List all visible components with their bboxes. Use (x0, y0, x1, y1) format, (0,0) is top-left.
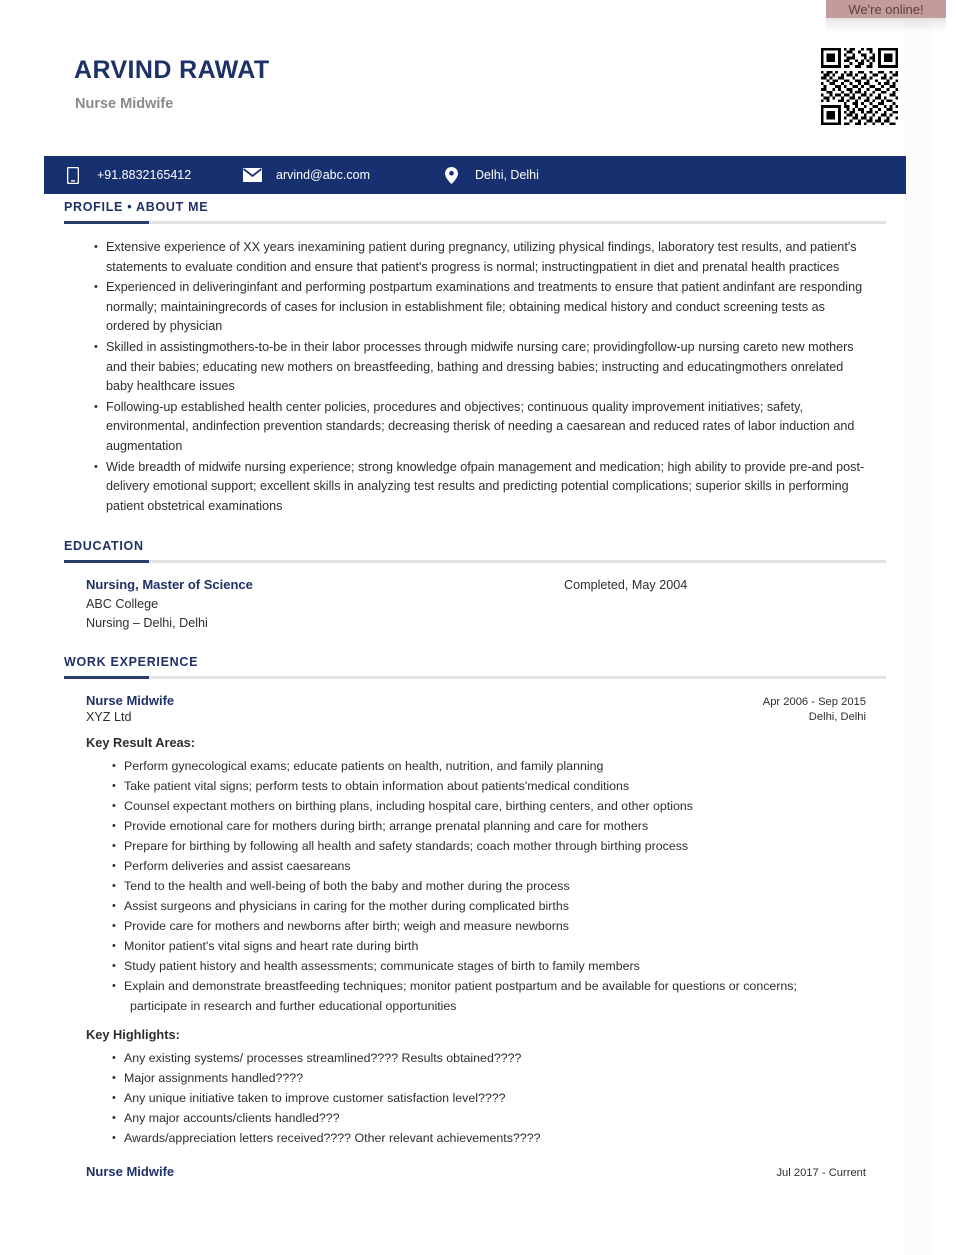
job-company: XYZ Ltd (86, 710, 132, 725)
job-meta (763, 695, 866, 725)
education-heading: EDUCATION (64, 539, 144, 554)
contact-location-text: Delhi, Delhi (475, 168, 539, 182)
list-item: • Skilled in assistingmothers-to-be in their labor processes through midwife nursing care; providingfollow-up nursing careto new mothers and their babies; educating new mothers on breastfeeding, bathing and dressing babies; instructing and educatingmothers onrelated baby healthcare issues (94, 338, 866, 397)
map-pin-icon (440, 167, 462, 184)
list-item-text: Explain and demonstrate breastfeeding techniques; monitor patient postpartum and be available for questions or concerns; (124, 979, 797, 994)
profile-rule (64, 221, 886, 224)
list-item: • Any unique initiative taken to improve customer satisfaction level???? (112, 1088, 866, 1108)
chat-widget-label: We're online! (848, 2, 924, 17)
education-entry (86, 577, 866, 633)
education-date: Completed, May 2004 (564, 578, 688, 593)
list-item: • Provide emotional care for mothers during birth; arrange prenatal planning and care for mothers (112, 816, 866, 836)
education-heading-wrap (64, 539, 866, 563)
contact-email-text: arvind@abc.com (276, 168, 370, 182)
chat-widget-shadow (826, 18, 946, 32)
key-result-areas-label: Key Result Areas: (86, 735, 196, 751)
profile-bullet-list (94, 238, 866, 516)
list-item: • Take patient vital signs; perform tests to obtain information about patients'medical conditions (112, 776, 866, 796)
list-item: • Wide breadth of midwife nursing experience; strong knowledge ofpain management and medication; high ability to provide pre-and post-delivery emotional support; excellent skills in analyzing test results and predicting potential complications; superior skills in performing patient obstetrical examinations (94, 458, 866, 517)
work-rule (64, 676, 886, 679)
list-item: • Monitor patient's vital signs and heart rate during birth (112, 936, 866, 956)
header-job-title: Nurse Midwife (75, 96, 174, 112)
list-item: • Perform gynecological exams; educate patients on health, nutrition, and family planning (112, 756, 866, 776)
list-item: • Prepare for birthing by following all health and safety standards; coach mother through birthing process (112, 836, 866, 856)
job-meta (776, 1166, 866, 1181)
section-profile (0, 200, 930, 516)
contact-phone-text: +91.8832165412 (97, 168, 192, 182)
envelope-icon (241, 168, 263, 182)
job-location: Delhi, Delhi (808, 711, 866, 724)
section-education (0, 539, 930, 633)
profile-heading: PROFILE • ABOUT ME (64, 200, 209, 214)
list-item (112, 976, 866, 1016)
job-dates: Apr 2006 - Sep 2015 (762, 696, 866, 709)
education-rule (64, 560, 886, 563)
list-item: • Provide care for mothers and newborns after birth; weigh and measure newborns (112, 916, 866, 936)
resume-header (0, 0, 930, 155)
job-role: Nurse Midwife (86, 693, 175, 709)
list-item: • Counsel expectant mothers on birthing plans, including hospital care, birthing centers, and other options (112, 796, 866, 816)
page-title: ARVIND RAWAT (74, 56, 270, 84)
mobile-phone-icon (62, 167, 84, 184)
education-field-location: Nursing – Delhi, Delhi (86, 616, 208, 631)
key-highlights-list (112, 1048, 866, 1148)
list-item: • Assist surgeons and physicians in caring for the mother during complicated births (112, 896, 866, 916)
list-item: • Tend to the health and well-being of both the baby and mother during the process (112, 876, 866, 896)
key-result-areas-list (112, 756, 866, 1016)
education-degree: Nursing, Master of Science (86, 577, 253, 593)
contact-email[interactable] (241, 168, 416, 182)
list-item: • Awards/appreciation letters received???? Other relevant achievements???? (112, 1128, 866, 1148)
work-experience-heading: WORK EXPERIENCE (64, 655, 199, 670)
list-item: • Any major accounts/clients handled??? (112, 1108, 866, 1128)
contact-location[interactable] (440, 167, 539, 184)
list-item: • Experienced in deliveringinfant and performing postpartum examinations and treatments to ensure that patient andinfant are responding normally; maintainingrecords of cases for inclusion in establishment file; obtaining medical history and conduct screening tests as ordered by physician (94, 278, 866, 337)
resume-body (0, 200, 930, 1181)
list-item: • Major assignments handled???? (112, 1068, 866, 1088)
qr-code-icon (818, 45, 901, 128)
contact-bar (44, 156, 906, 194)
list-item: • Following-up established health center policies, procedures and objectives; continuous quality improvement initiatives; safety, environmental, andinfection prevention standards; decreasing therisk of needing a caesarean and reduced rates of labor induction and augmentation (94, 398, 866, 457)
list-item: • Perform deliveries and assist caesareans (112, 856, 866, 876)
job-entry (86, 693, 866, 1148)
job-entry (86, 1164, 866, 1179)
job-dates: Jul 2017 - Current (776, 1167, 866, 1180)
chat-widget[interactable] (826, 0, 946, 18)
list-item: • Study patient history and health assessments; communicate stages of birth to family members (112, 956, 866, 976)
job-role: Nurse Midwife (86, 1164, 175, 1180)
list-item: • Extensive experience of XX years inexamining patient during pregnancy, utilizing physical findings, laboratory test results, and patient's statements to evaluate condition and ensure that patient's progress is normal; instructingpatient in diet and prenatal health practices (94, 238, 866, 277)
work-heading-wrap (64, 655, 866, 679)
contact-phone[interactable] (62, 167, 217, 184)
key-highlights-label: Key Highlights: (86, 1027, 180, 1043)
profile-heading-wrap (64, 200, 866, 224)
section-work-experience (0, 655, 930, 1179)
list-item: • Any existing systems/ processes streamlined???? Results obtained???? (112, 1048, 866, 1068)
education-school: ABC College (86, 597, 159, 612)
list-item-continuation: participate in research and further educational opportunities (130, 999, 457, 1014)
